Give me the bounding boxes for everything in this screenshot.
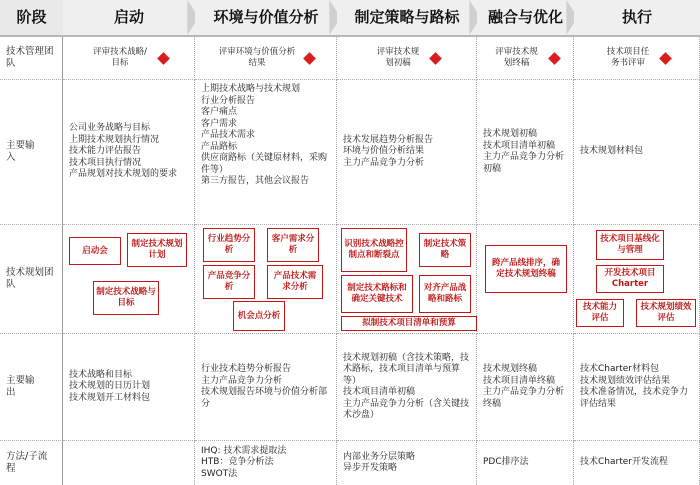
task-product-tech-needs	[267, 265, 323, 299]
methods-start	[63, 441, 195, 485]
row-label: 主要输出	[6, 375, 35, 398]
task-label: 客户需求分析	[271, 234, 315, 255]
output-text: 技术Charter材料包 技术规划绩效评估结果 技术准备情况，技术竞争力评估结果	[580, 364, 689, 409]
task-label: 制定技术路标和确定关键技术	[347, 283, 407, 304]
methods-integrate	[477, 441, 574, 485]
task-label: 制定技术战略与目标	[96, 287, 156, 308]
task-label: 技术能力评估	[582, 302, 617, 323]
task-develop-charter	[596, 265, 664, 293]
task-label: 产品竞争分析	[207, 271, 251, 292]
inputs-integrate	[477, 80, 574, 225]
outputs-strategy	[337, 334, 477, 441]
phase-header-analysis	[195, 0, 337, 37]
tasks-execute	[574, 225, 700, 334]
task-label: 开发技术项目Charter	[604, 268, 656, 289]
task-label: 机会点分析	[237, 310, 281, 321]
task-label: 技术规划绩效评估	[640, 302, 692, 323]
task-cross-line	[485, 245, 567, 293]
phase-label: 启动	[113, 7, 144, 26]
task-opportunity	[233, 301, 285, 331]
review-label: 评审技术规划终稿	[495, 47, 538, 68]
phase-label: 环境与价值分析	[213, 7, 319, 26]
task-project-base	[596, 230, 664, 260]
methods-analysis	[195, 441, 337, 485]
task-strategy-goals	[93, 281, 159, 315]
row-label: 方法/子流程	[6, 451, 48, 474]
tasks-analysis	[195, 225, 337, 334]
phase-header-execute	[574, 0, 700, 37]
task-kickoff	[69, 237, 121, 265]
output-text: 技术规划终稿 技术项目清单终稿 主力产品竞争力分析终稿	[483, 364, 565, 409]
task-label: 行业趋势分析	[207, 234, 251, 255]
task-tech-roadmap	[341, 275, 413, 313]
task-label: 制定技术策略	[423, 239, 467, 260]
review-analysis	[195, 37, 337, 80]
input-text: 技术规划初稿 技术项目清单初稿 主力产品竞争力分析初稿	[483, 129, 565, 174]
methods-execute	[574, 441, 700, 485]
review-label: 技术项目任务书评审	[606, 47, 650, 68]
milestone-diamond-icon	[303, 52, 316, 65]
inputs-execute	[574, 80, 700, 225]
task-label: 产品技术需求分析	[273, 271, 317, 292]
review-start	[63, 37, 195, 80]
task-identify-control	[341, 228, 407, 272]
task-make-plan	[127, 233, 187, 267]
inputs-start	[63, 80, 195, 225]
task-label: 技术项目基线化与管理	[600, 234, 660, 255]
task-industry-trend	[203, 228, 255, 262]
tasks-integrate	[477, 225, 574, 334]
task-label: 制定技术规划计划	[131, 239, 183, 260]
milestone-diamond-icon	[157, 52, 170, 65]
output-text: 技术规划初稿（含技术策略，技术路标，技术项目清单与预算等） 技术项目清单初稿 主力产品竞争力分析（含关键技术沙盘）	[343, 352, 470, 420]
task-label: 识别技术战略控制点和断裂点	[344, 239, 404, 260]
phase-corner-label: 阶段	[16, 7, 47, 26]
phase-corner-header	[0, 0, 63, 37]
method-text: 技术Charter开发流程	[580, 457, 668, 468]
task-project-list	[341, 316, 477, 331]
review-label: 评审环境与价值分析结果	[218, 47, 296, 68]
review-strategy	[337, 37, 477, 80]
row-header-methods	[0, 441, 63, 485]
output-text: 行业技术趋势分析报告 主力产品竞争力分析 技术规划报告环境与价值分析部分	[201, 364, 328, 409]
row-header-inputs	[0, 80, 63, 225]
row-label: 技术管理团队	[6, 46, 54, 69]
method-text: PDC排序法	[483, 457, 529, 468]
method-text: IHQ: 技术需求提取法 HTB：竞争分析法 SWOT法	[201, 445, 287, 479]
input-text: 技术发展趋势分析报告 环境与价值分析结果 主力产品竞争力分析	[343, 134, 434, 168]
phase-label: 融合与优化	[487, 7, 563, 26]
outputs-execute	[574, 334, 700, 441]
phase-header-strategy	[337, 0, 477, 37]
task-performance	[636, 299, 696, 327]
review-label: 评审技术规划初稿	[376, 47, 420, 68]
inputs-analysis	[195, 80, 337, 225]
row-header-team	[0, 37, 63, 80]
methods-strategy	[337, 441, 477, 485]
output-text: 技术战略和目标 技术规划的日历计划 技术规划开工材料包	[69, 369, 151, 403]
task-tech-strategy	[419, 233, 471, 267]
phase-label: 执行	[621, 7, 652, 26]
milestone-diamond-icon	[429, 52, 442, 65]
review-execute	[574, 37, 700, 80]
row-label: 技术规划团队	[6, 267, 54, 290]
outputs-analysis	[195, 334, 337, 441]
milestone-diamond-icon	[659, 52, 672, 65]
input-text: 技术规划材料包	[580, 146, 644, 157]
phase-label: 制定策略与路标	[354, 7, 460, 26]
task-align-product	[419, 275, 471, 313]
task-label: 对齐产品战略和路标	[423, 283, 467, 304]
input-text: 公司业务战略与目标 上期技术规划执行情况 技术能力评估报告 技术项目执行情况 产品规划对技术规划的要求	[69, 123, 178, 180]
row-header-outputs	[0, 334, 63, 441]
phase-header-integrate	[477, 0, 574, 37]
outputs-integrate	[477, 334, 574, 441]
task-label: 拟制技术项目清单和预算	[362, 318, 456, 328]
method-text: 内部业务分层策略 异步开发策略	[343, 451, 416, 473]
tasks-start	[63, 225, 195, 334]
task-product-comp	[203, 265, 255, 299]
task-label: 启动会	[82, 245, 108, 256]
row-label: 主要输入	[6, 140, 35, 163]
review-label: 评审技术战略/目标	[93, 47, 147, 68]
inputs-strategy	[337, 80, 477, 225]
review-integrate	[477, 37, 574, 80]
task-label: 跨产品线排序，确定技术规划终稿	[491, 258, 560, 279]
task-capability	[576, 299, 624, 327]
input-text: 上期技术战略与技术规划 行业分析报告 客户痛点 客户需求 产品技术需求 产品路标 供应商路标（关键原材料，采购件等） 第三方报告，其他会议报告	[201, 84, 328, 186]
milestone-diamond-icon	[548, 52, 561, 65]
tasks-strategy	[337, 225, 477, 334]
row-header-planning-team	[0, 225, 63, 334]
task-customer-needs	[267, 228, 319, 262]
phase-header-start	[63, 0, 195, 37]
outputs-start	[63, 334, 195, 441]
